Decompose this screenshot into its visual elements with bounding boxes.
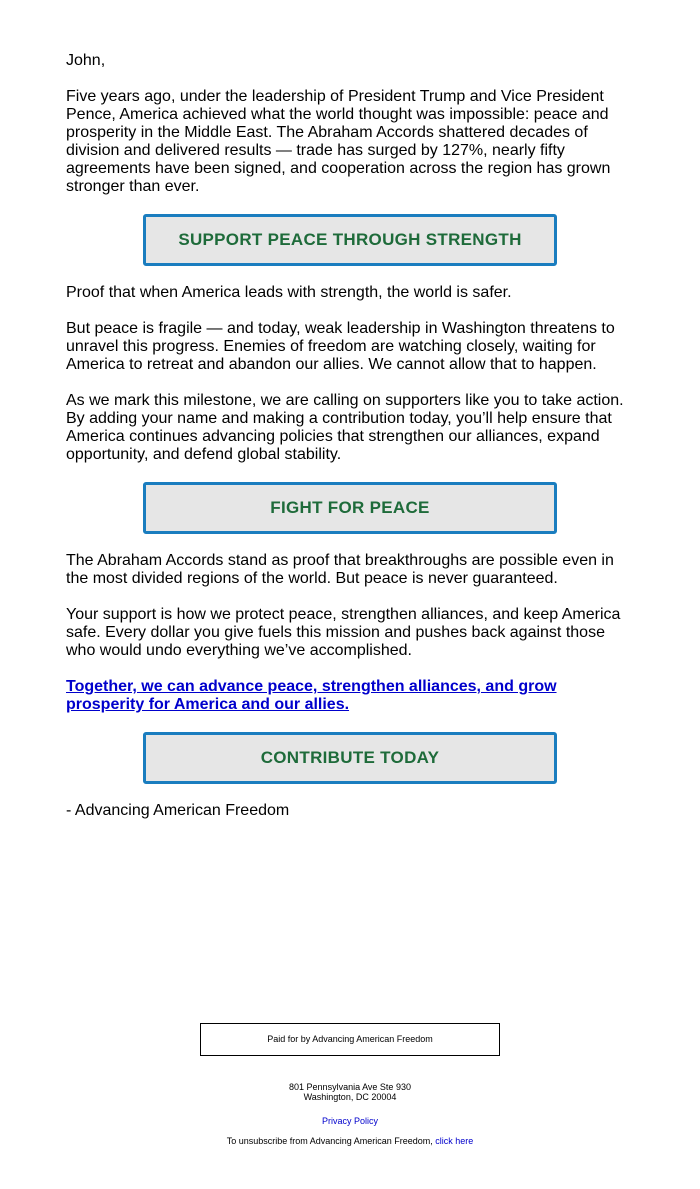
footer xyxy=(0,1023,700,1146)
paragraph: The Abraham Accords stand as proof that breakthroughs are possible even in the most divided regions of the world. But peace is never guaranteed. xyxy=(66,552,614,587)
together-link[interactable]: Together, we can advance peace, strengthen alliances, and grow prosperity for America and our allies. xyxy=(66,678,557,713)
paragraph: Proof that when America leads with strength, the world is safer. xyxy=(66,284,512,301)
support-peace-button[interactable]: SUPPORT PEACE THROUGH STRENGTH xyxy=(143,214,557,266)
address-line1: 801 Pennsylvania Ave Ste 930 xyxy=(289,1082,411,1092)
unsubscribe-line xyxy=(0,1136,700,1146)
signature: - Advancing American Freedom xyxy=(66,802,290,819)
email-content xyxy=(66,52,638,838)
address-line2: Washington, DC 20004 xyxy=(303,1092,397,1102)
unsubscribe-text: To unsubscribe from Advancing American Freedom, xyxy=(226,1136,436,1146)
greeting: John, xyxy=(66,52,106,69)
paragraph: Five years ago, under the leadership of President Trump and Vice President Pence, America achieved what the world thought was impossible: peace and prosperity in the Middle East. The Abraham Accords shattered decades of division and delivered results — trade has surged by 127%, nearly fifty agreements have been signed, and cooperation across the region has grown stronger than ever. xyxy=(66,88,611,195)
address xyxy=(0,1082,700,1102)
fight-for-peace-button[interactable]: FIGHT FOR PEACE xyxy=(143,482,557,534)
paragraph: But peace is fragile — and today, weak leadership in Washington threatens to unravel this progress. Enemies of freedom are watching closely, waiting for America to retreat and abandon our allies. We cannot allow that to happen. xyxy=(66,320,615,373)
privacy-policy-link[interactable]: Privacy Policy xyxy=(321,1116,378,1126)
paragraph: As we mark this milestone, we are calling on supporters like you to take action. By adding your name and making a contribution today, you’ll help ensure that America continues advancing policies that strengthen our alliances, expand opportunity, and defend global stability. xyxy=(66,392,624,463)
unsubscribe-link[interactable]: click here xyxy=(435,1136,474,1146)
paid-for-box: Paid for by Advancing American Freedom xyxy=(200,1023,500,1056)
contribute-today-button[interactable]: CONTRIBUTE TODAY xyxy=(143,732,557,784)
paragraph: Your support is how we protect peace, strengthen alliances, and keep America safe. Every dollar you give fuels this mission and pushes back against those who would undo everything we’ve accomplished. xyxy=(66,606,621,659)
